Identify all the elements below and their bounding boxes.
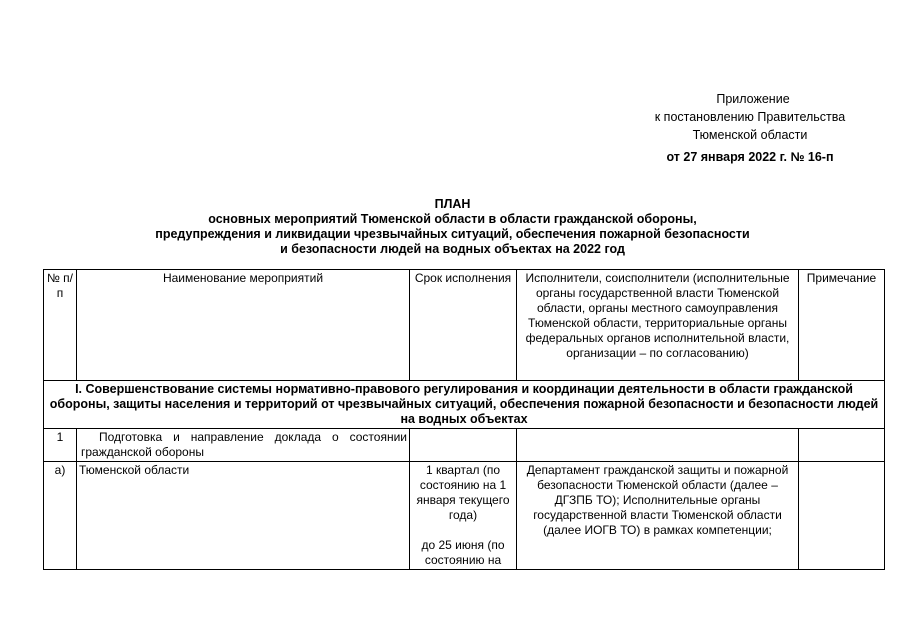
row-name: Тюменской области [77,462,410,570]
header-note: Примечание [799,270,885,381]
row-term [410,429,517,462]
header-executors: Исполнители, соисполнители (исполнительные органы государственной власти Тюменской области, органы местного самоуправления Тюменской области, территориальные органы федеральных органов исполнительной власти, организации – по согласованию) [517,270,799,381]
table-row [44,462,885,570]
row-note [799,429,885,462]
appendix-region: Тюменской области [692,128,808,142]
row-executors [517,429,799,462]
table-row [44,429,885,462]
title-line-2: основных мероприятий Тюменской области в области гражданской обороны, [208,212,697,226]
header-name: Наименование мероприятий [77,270,410,381]
row-term [410,462,517,570]
row-term-first: 1 квартал (по состоянию на 1 января текущего года) [416,463,510,522]
header-term: Срок исполнения [410,270,517,381]
row-name: Подготовка и направление доклада о состоянии гражданской обороны [77,429,410,462]
appendix-resolution: к постановлению Правительства [654,110,846,124]
row-note [799,462,885,570]
section-title: I. Совершенствование системы нормативно-правового регулирования и координации деятельности в области гражданской обороны, защиты населения и территорий от чрезвычайных ситуаций, обеспечения пожарной безопасности и безопасности людей на водных объектах [44,381,885,429]
document-title [90,197,815,257]
appendix-date: от 27 января 2022 г. № 16-п [666,150,834,164]
row-num: 1 [44,429,77,462]
appendix-block [630,90,870,166]
section-row [44,381,885,429]
row-term-second: до 25 июня (по состоянию на [421,538,505,567]
row-num: а) [44,462,77,570]
header-num: № п/п [44,270,77,381]
title-plan: ПЛАН [434,197,471,211]
plan-table [43,269,885,570]
table-header-row [44,270,885,381]
appendix-label: Приложение [716,92,790,106]
title-line-3: предупреждения и ликвидации чрезвычайных ситуаций, обеспечения пожарной безопасности [155,227,750,241]
title-line-4: и безопасности людей на водных объектах на 2022 год [280,242,625,256]
row-executors: Департамент гражданской защиты и пожарной безопасности Тюменской области (далее – ДГЗПБ ТО); Исполнительные органы государственной власти Тюменской области (далее ИОГВ ТО) в рамках компетенции; [517,462,799,570]
